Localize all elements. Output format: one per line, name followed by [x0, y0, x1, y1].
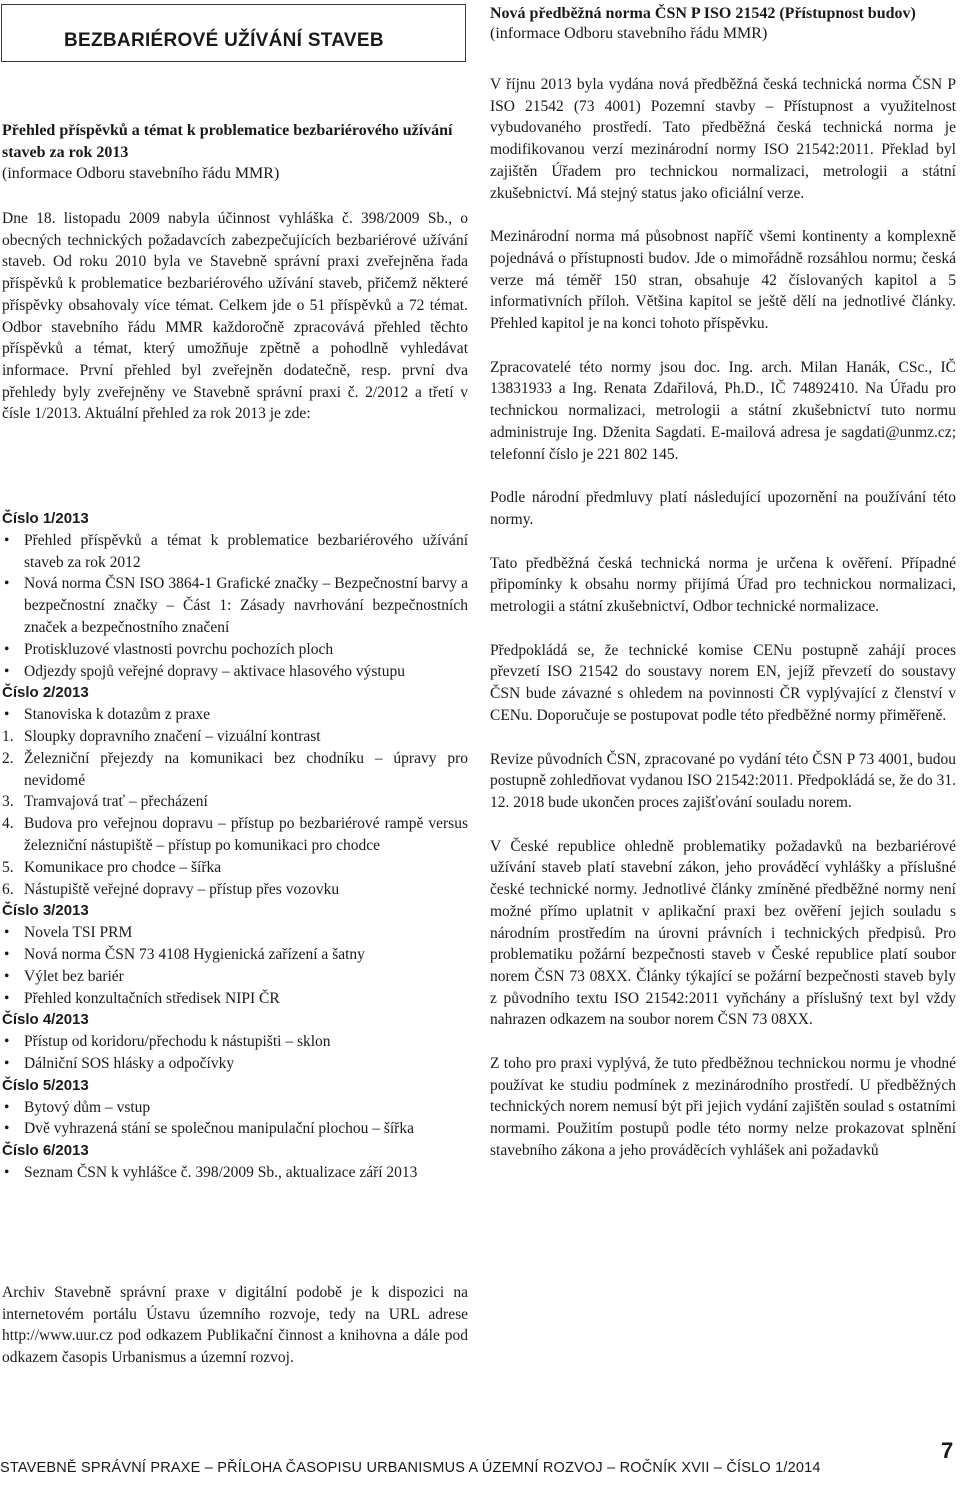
issue-5-title: Číslo 5/2013 [2, 1076, 89, 1094]
issue-6-title: Číslo 6/2013 [2, 1142, 89, 1160]
issue-1-items [2, 530, 468, 683]
paragraph: V říjnu 2013 byla vydána nová předběžná česká technická norma ČSN P ISO 21542 (73 4001) Pozemní stavby – Přístupnost a využitelnost vybudovaného prostředí. Tato předběžná česká technická norma je modifikovanou verzí mezinárodní normy ISO 21542:2011. Překlad byl zajištěn Úřadem pro technickou normalizaci, metrologii a státní zkušebnictví. Má stejný status jako oficiální verze. [490, 76, 956, 202]
list-item: 3. Tramvajová trať – přecházení [2, 793, 208, 811]
list-item: • Odjezdy spojů veřejné dopravy – aktivace hlasového výstupu [2, 661, 468, 683]
issue-3-items [2, 922, 468, 1009]
issue-6-items [2, 1162, 468, 1184]
article-title: Přehled příspěvků a témat k problematice bezbariérového užívání staveb za rok 2013 [2, 122, 453, 161]
list-item: 2. Železniční přejezdy na komunikaci bez chodníku – úpravy pro nevidomé [2, 749, 468, 789]
issue-2-items [2, 704, 468, 726]
issue-4-title: Číslo 4/2013 [2, 1011, 89, 1029]
list-item: • Novela TSI PRM [2, 922, 468, 944]
section-banner [1, 4, 466, 62]
page-footer: STAVEBNĚ SPRÁVNÍ PRAXE – PŘÍLOHA ČASOPISU URBANISMUS A ÚZEMNÍ ROZVOJ – ROČNÍK XVII – ČÍSLO 1/2014 [0, 1460, 821, 1476]
list-item: • Dvě vyhrazená stání se společnou manipulační plochou – šířka [2, 1118, 468, 1140]
issue-3-title: Číslo 3/2013 [2, 902, 89, 920]
issue-2-title: Číslo 2/2013 [2, 684, 89, 702]
issue-2-numbered [2, 726, 468, 900]
paragraph: Revize původních ČSN, zpracované po vydání této ČSN P 73 4001, budou postupně zohledňovat vydanou ISO 21542:2011. Předpokládá se, že do 31. 12. 2018 bude ukončen proces zajišťování souladu norem. [490, 750, 956, 811]
archive-paragraph: Archiv Stavebně správní praxe v digitální podobě je k dispozici na internetovém portálu Ústavu územního rozvoje, tedy na URL adrese http://www.uur.cz pod odkazem Publikační činnost a knihovna a dále pod odkazem časopis Urbanismus a územní rozvoj. [2, 1284, 468, 1367]
paragraph: V České republice ohledně problematiky požadavků na bezbariérové užívání staveb platí stavební zákon, jeho prováděcí vyhlášky a příslušné české technické normy. Jednotlivé články zmíněné předběžné normy není možné přímo uplatnit v aplikační praxi bez ověření jejich souladu s národním prostředím na úrovni právních i technických předpisů. Pro problematiku požární bezpečnosti staveb v České republice platí soubor norem ČSN 73 08XX. Články týkající se požární bezpečnosti staveb byly z původního textu ISO 21542:2011 vyňchány a příslušný text byl vždy nahrazen odkazem na soubor norem ČSN 73 08XX. [490, 837, 956, 1029]
article-heading [2, 120, 470, 185]
paragraph: Zpracovatelé této normy jsou doc. Ing. arch. Milan Hanák, CSc., IČ 13831933 a Ing. Renata Zdařilová, Ph.D., IČ 74892410. Na Úřadu pro technickou normalizaci, metrologii a státní zkušebnictví tuto normu administruje Ing. Dženita Sagdati. E-mailová adresa je sagdati@unmz.cz; telefonní číslo je 221 802 145. [490, 358, 956, 463]
issues-list [2, 508, 468, 1184]
list-item: • Stanoviska k dotazům z praxe [2, 704, 468, 726]
intro-paragraph: Dne 18. listopadu 2009 nabyla účinnost vyhláška č. 398/2009 Sb., o obecných technických požadavcích zabezpečujících bezbariérové užívání staveb. Od roku 2010 byla ve Stavebně správní praxi zveřejněna řada příspěvků k problematice bezbariérového užívání staveb, přičemž některé příspěvky obsahovaly více témat. Celkem jde o 51 příspěvků a 72 témat. Odbor stavebního řádu MMR každoročně zpracovává přehled těchto příspěvků a témat, který umožňuje zpětně a pohodlně vyhledávat informace. První přehled byl zveřejněn dodatečně, resp. první dva přehledy byly zveřejněny ve Stavebně správní praxi č. 2/2012 a třetí v čísle 1/2013. Aktuální přehled za rok 2013 je zde: [2, 210, 468, 423]
list-item: 1. Sloupky dopravního značení – vizuální kontrast [2, 727, 321, 745]
list-item: • Nová norma ČSN 73 4108 Hygienická zařízení a šatny [2, 944, 468, 966]
list-item: 5. Komunikace pro chodce – šířka [2, 858, 222, 876]
paragraph: Tato předběžná česká technická norma je určena k ověření. Případné připomínky k obsahu normy přijímá Úřad pro technickou normalizaci, metrologii a státní zkušebnictví, Odbor technické normalizace. [490, 554, 956, 616]
list-item: • Seznam ČSN k vyhlášce č. 398/2009 Sb., aktualizace září 2013 [2, 1162, 468, 1184]
issue-4-items [2, 1031, 468, 1075]
issue-5-items [2, 1097, 468, 1141]
page-number: 7 [941, 1438, 954, 1463]
paragraph: Předpokládá se, že technické komise CENu postupně zahájí proces převzetí ISO 21542 do soustavy norem EN, jejíž převzetí do soustavy ČSN bude závazné s ohledem na povinnosti ČR vyplývající z členství v CENu. Doporučuje se postupovat podle této předběžné normy přiměřeně. [490, 641, 956, 724]
section-title: BEZBARIÉROVÉ UŽÍVÁNÍ STAVEB [64, 30, 384, 51]
article-source: (informace Odboru stavebního řádu MMR) [2, 165, 280, 182]
norm-article-title: Nová předběžná norma ČSN P ISO 21542 (Přístupnost budov) [490, 5, 916, 22]
list-item: 4. Budova pro veřejnou dopravu – přístup po bezbariérové rampě versus železniční nástupiště – přístup po komunikaci pro chodce [2, 815, 468, 854]
list-item: • Přehled konzultačních středisek NIPI ČR [2, 988, 468, 1010]
list-item: • Dálniční SOS hlásky a odpočívky [2, 1053, 468, 1075]
list-item: • Nová norma ČSN ISO 3864-1 Grafické značky – Bezpečnostní barvy a bezpečnostní značky – Část 1: Zásady navrhování bezpečnostních značek a bezpečnostního značení [2, 573, 468, 638]
paragraph: Mezinárodní norma má působnost napříč všemi kontinenty a komplexně pojednává o přístupnosti budov. Jde o mimořádně rozsáhlou normu; česká verze má téměř 150 stran, obsahuje 42 číslovaných kapitol a 5 informativních příloh. Většina kapitol se ještě dělí na jednotlivé články. Přehled kapitol je na konci tohoto příspěvku. [490, 228, 956, 333]
list-item: • Přístup od koridoru/přechodu k nástupišti – sklon [2, 1031, 468, 1053]
issue-1-title: Číslo 1/2013 [2, 510, 89, 527]
norm-article-body [490, 74, 956, 1162]
list-item: • Výlet bez bariér [2, 966, 468, 988]
list-item: • Protiskluzové vlastnosti povrchu pochozích ploch [2, 639, 468, 661]
norm-article-source: (informace Odboru stavebního řádu MMR) [490, 25, 768, 42]
list-item: 6. Nástupiště veřejné dopravy – přístup přes vozovku [2, 880, 340, 898]
list-item: • Bytový dům – vstup [2, 1097, 468, 1119]
list-item: • Přehled příspěvků a témat k problematice bezbariérového užívání staveb za rok 2012 [2, 530, 468, 574]
paragraph: Z toho pro praxi vyplývá, že tuto předběžnou technickou normu je vhodné používat ke studiu podmínek z mezinárodního prostředí. U předběžných technických norem nemusí být při jejich vydání zajištěn soulad s ostatními normami. Použitím postupů podle této normy nelze prokazovat splnění stavebního zákona a jeho prováděcích vyhlášek ani požadavků [490, 1055, 956, 1159]
norm-article-heading [490, 4, 916, 44]
paragraph: Podle národní předmluvy platí následující upozornění na používání této normy. [490, 489, 956, 528]
